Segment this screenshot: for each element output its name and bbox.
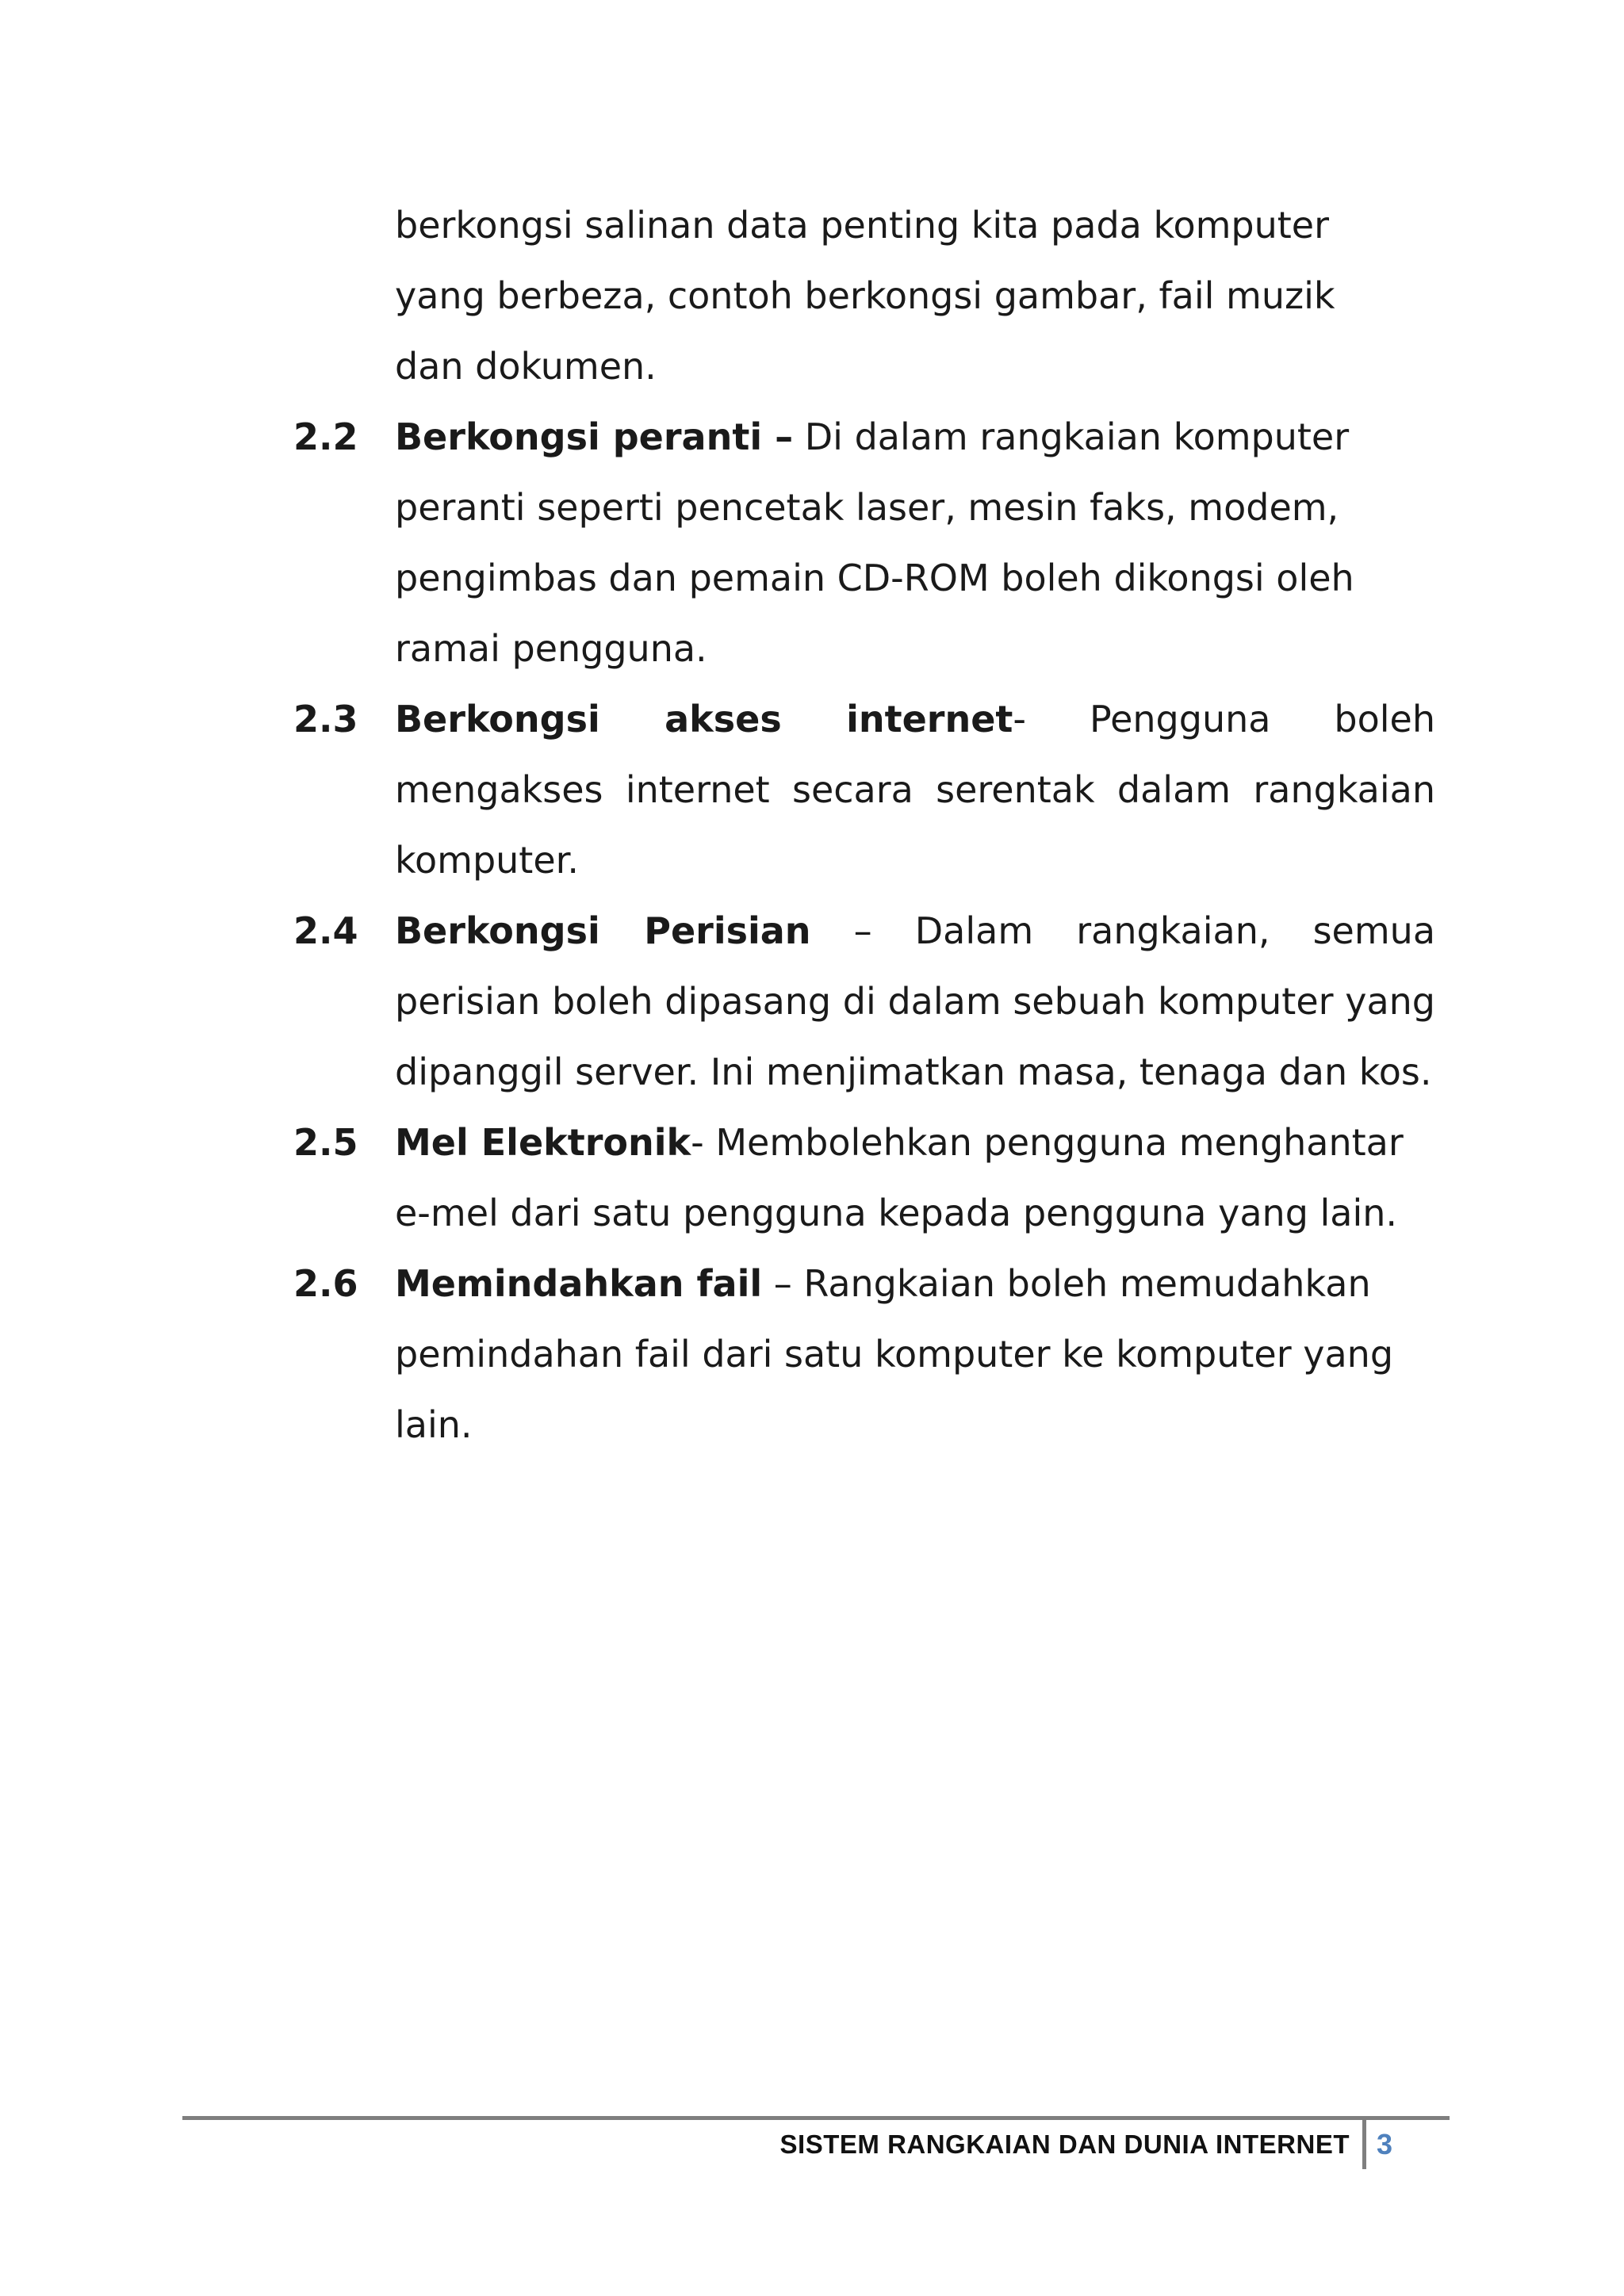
- item-body: [395, 684, 1435, 896]
- item-number: 2.2: [293, 415, 358, 458]
- item-body: [395, 896, 1435, 1108]
- item-text: - Pengguna boleh mengakses internet secara serentak dalam rangkaian komputer.: [395, 698, 1436, 882]
- item-text: - Membolehkan pengguna menghantar e-mel dari satu pengguna kepada pengguna yang lain.: [395, 1121, 1404, 1234]
- item-number: 2.4: [293, 909, 358, 952]
- item-body: [395, 1108, 1435, 1249]
- item-text: Di dalam rangkaian komputer peranti seperti pencetak laser, mesin faks, modem, pengimbas dan pemain CD-ROM boleh dikongsi oleh ramai pengguna.: [395, 415, 1354, 670]
- item-term: Mel Elektronik: [395, 1121, 691, 1164]
- footer-divider: [1362, 2120, 1366, 2169]
- list-item-2-6: [293, 1249, 1435, 1460]
- list-item-2-5: [293, 1108, 1435, 1249]
- page-number: 3: [1377, 2128, 1393, 2160]
- item-number: 2.3: [293, 698, 358, 740]
- item-body: [395, 402, 1435, 684]
- item-text: – Rangkaian boleh memudahkan pemindahan fail dari satu komputer ke komputer yang lain.: [395, 1262, 1394, 1446]
- item-body: [395, 1249, 1435, 1460]
- footer-title: SISTEM RANGKAIAN DAN DUNIA INTERNET: [779, 2130, 1350, 2159]
- list-item-2-3: [293, 684, 1435, 896]
- footer-rule: [182, 2116, 1450, 2120]
- item-number: 2.6: [293, 1262, 358, 1305]
- item-term: Berkongsi akses internet: [395, 698, 1013, 740]
- item-term: Berkongsi peranti –: [395, 415, 794, 458]
- list-item-2-4: [293, 896, 1435, 1108]
- item-term: Memindahkan fail: [395, 1262, 763, 1305]
- page-content: [293, 190, 1435, 1460]
- list-item-2-2: [293, 402, 1435, 684]
- item-number: 2.5: [293, 1121, 358, 1164]
- intro-paragraph: berkongsi salinan data penting kita pada komputer yang berbeza, contoh berkongsi gambar, fail muzik dan dokumen.: [395, 204, 1335, 388]
- item-term: Berkongsi Perisian: [395, 909, 811, 952]
- item-text: – Dalam rangkaian, semua perisian boleh dipasang di dalam sebuah komputer yang dipanggil server. Ini menjimatkan masa, tenaga dan kos.: [395, 909, 1436, 1093]
